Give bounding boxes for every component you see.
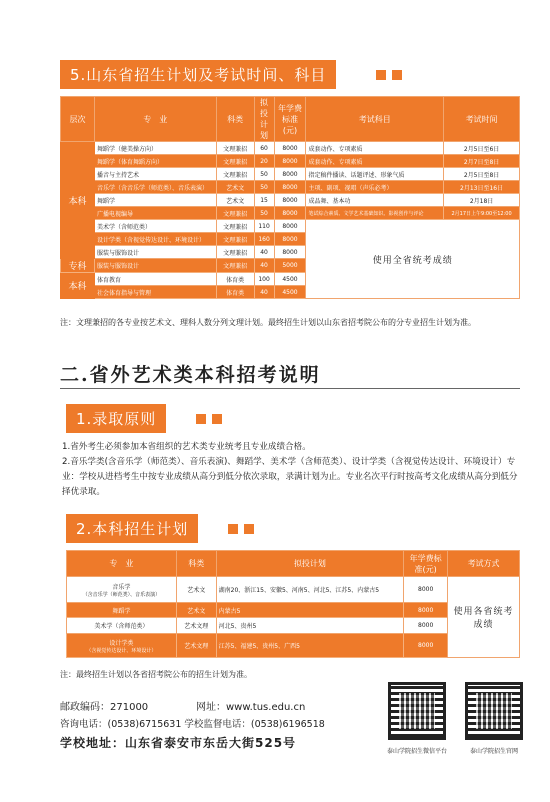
decor-square: [196, 414, 206, 424]
subject-cell: 笔试综合素质、文学艺术基础知识、影视创作与评论: [306, 207, 444, 220]
major-cell: 体育教育: [94, 273, 216, 286]
time-cell: 2月17日上午9:00至12:00: [444, 207, 520, 220]
out-of-province-plan-table: [66, 550, 520, 658]
section5-banner: [60, 60, 402, 89]
subject-cell: 指定稿件播读、话题评述、形象气质: [306, 168, 444, 181]
header-major: 专 业: [94, 97, 216, 142]
major-cell: 播音与主持艺术: [94, 168, 216, 181]
level-cell: 专科: [61, 259, 95, 273]
subject-cell: 成品舞、基本功: [306, 194, 444, 207]
fee-cell: 8000: [274, 142, 306, 155]
fee-cell: 8000: [274, 181, 306, 194]
fee-cell: 8000: [404, 618, 448, 634]
category-cell: 艺术文: [176, 603, 216, 618]
postcode: 邮政编码：271000: [60, 702, 149, 713]
major-cell: 设计学类（含视觉传达设计、环境设计）: [94, 233, 216, 246]
header-plan: 拟投计划: [254, 97, 274, 142]
major-name: 设计学类: [109, 639, 134, 647]
subject-cell: 成套动作、专项素质: [306, 155, 444, 168]
category-cell: 体育类: [216, 273, 254, 286]
category-cell: 艺术文: [216, 194, 254, 207]
header-plan: 拟投计划: [216, 551, 404, 577]
major-cell: 舞蹈学（健美操方向）: [94, 142, 216, 155]
major-sub: （含音乐学（师范类）、音乐表演）: [82, 591, 161, 598]
header-time: 考试时间: [444, 97, 520, 142]
plan-cell: 110: [254, 220, 274, 233]
category-cell: 文理兼招: [216, 142, 254, 155]
header-subject: 考试科目: [306, 97, 444, 142]
header-exam: 考试方式: [448, 551, 520, 577]
plan-cell: 50: [254, 207, 274, 220]
plan-cell: 160: [254, 233, 274, 246]
header-fee: 年学费标准(元): [274, 97, 306, 142]
major-cell: [67, 577, 177, 603]
header-fee: 年学费标准(元): [404, 551, 448, 577]
category-cell: 艺术文理: [176, 618, 216, 634]
admission-title: 1.录取原则: [66, 404, 166, 433]
plan-cell: 100: [254, 273, 274, 286]
fee-cell: 8000: [274, 155, 306, 168]
qr-code-wechat[interactable]: [388, 682, 446, 740]
plan-cell: 40: [254, 259, 274, 273]
major-cell: 舞蹈学: [67, 603, 177, 618]
admission-rule-2: 2.音乐学类(含音乐学（师范类）、音乐表演)、舞蹈学、美术学（含师范类）、设计学类（含视觉传达设计、环境设计）专业：学校从进档考生中按专业成绩从高分到低分依次录取，录满计划为止。专业名次平行时按高考文化成绩从高分到低分择优录取。: [62, 457, 518, 497]
fee-cell: 8000: [274, 168, 306, 181]
subject-cell: 成套动作、专项素质: [306, 142, 444, 155]
fee-cell: 8000: [274, 194, 306, 207]
shandong-plan-table: [60, 96, 520, 299]
fee-cell: 8000: [274, 246, 306, 259]
category-cell: 文理兼招: [216, 155, 254, 168]
header-category: 科类: [176, 551, 216, 577]
time-cell: 2月5日至8日: [444, 168, 520, 181]
decor-square: [228, 524, 238, 534]
category-cell: 文理兼招: [216, 233, 254, 246]
unified-exam-cell: 使用全省统考成绩: [306, 220, 520, 299]
category-cell: 艺术文: [176, 577, 216, 603]
major-cell: 服装与服饰设计: [94, 259, 216, 273]
fee-cell: 8000: [404, 603, 448, 618]
category-cell: 文理兼招: [216, 246, 254, 259]
fee-cell: 8000: [404, 577, 448, 603]
fee-cell: 8000: [274, 233, 306, 246]
fee-cell: 5000: [274, 259, 306, 273]
website[interactable]: 网址：www.tus.edu.cn: [196, 702, 306, 713]
plan-cell: 20: [254, 155, 274, 168]
plan-cell: 40: [254, 286, 274, 299]
subject-cell: 主项、副项、视唱（声乐必考）: [306, 181, 444, 194]
header-level: 层次: [61, 97, 95, 142]
plan-cell: 60: [254, 142, 274, 155]
decor-square: [212, 414, 222, 424]
category-cell: 体育类: [216, 286, 254, 299]
major-cell: 舞蹈学: [94, 194, 216, 207]
fee-cell: 8000: [404, 634, 448, 658]
major-sub: （含视觉传达设计、环境设计）: [86, 647, 157, 654]
admission-banner: [66, 404, 222, 433]
exam-method-cell: 使用各省统考成绩: [448, 577, 520, 658]
part2-title: 二.省外艺术类本科招考说明: [60, 364, 321, 386]
plan-cell: 15: [254, 194, 274, 207]
admission-rule-1: 1.省外考生必须参加本省组织的艺术类专业统考且专业成绩合格。: [62, 442, 311, 452]
time-cell: 2月18日: [444, 194, 520, 207]
plan-cell: 50: [254, 168, 274, 181]
plan-cell: 湖南20、浙江15、安徽5、河南5、河北5、江苏5、内蒙古5: [216, 577, 404, 603]
major-cell: 舞蹈学（体育舞蹈方向）: [94, 155, 216, 168]
fee-cell: 8000: [274, 207, 306, 220]
plan-cell: 河北5、贵州5: [216, 618, 404, 634]
level-cell: 本科: [61, 273, 95, 299]
plan-cell: 江苏5、福建5、贵州5、广西5: [216, 634, 404, 658]
category-cell: 艺术文理: [176, 634, 216, 658]
divider: [60, 388, 520, 389]
major-cell: 社会体育指导与管理: [94, 286, 216, 299]
qr-code-website[interactable]: [465, 682, 523, 740]
qr2-caption: 泰山学院招生官网: [469, 748, 518, 755]
category-cell: 文理兼招: [216, 259, 254, 273]
category-cell: 文理兼招: [216, 168, 254, 181]
category-cell: 艺术文: [216, 181, 254, 194]
fee-cell: 4500: [274, 286, 306, 299]
fee-cell: 8000: [274, 220, 306, 233]
table2-note: 注：最终招生计划以各省招考院公布的招生计划为准。: [60, 670, 252, 679]
plan-cell: 50: [254, 181, 274, 194]
major-cell: 美术学（含师范类）: [67, 618, 177, 634]
decor-square: [244, 524, 254, 534]
plan-cell: 40: [254, 246, 274, 259]
address: 学校地址：山东省泰安市东岳大街525号: [60, 736, 297, 750]
major-cell: [67, 634, 177, 658]
decor-square: [392, 70, 402, 80]
major-cell: 音乐学（含音乐学（师范类）、音乐表演）: [94, 181, 216, 194]
decor-square: [376, 70, 386, 80]
section5-title: 5.山东省招生计划及考试时间、科目: [60, 60, 336, 89]
time-cell: 2月7日至8日: [444, 155, 520, 168]
phone: 咨询电话：(0538)6715631 学校监督电话：(0538)6196518: [60, 719, 325, 730]
header-major: 专 业: [67, 551, 177, 577]
time-cell: 2月13日至16日: [444, 181, 520, 194]
fee-cell: 4500: [274, 273, 306, 286]
plan-banner: [66, 514, 254, 543]
table1-note: 注：文理兼招的各专业按艺术文、理科人数分列文理计划。最终招生计划以山东省招考院公布的分专业招生计划为准。: [60, 318, 476, 327]
level-cell: 本科: [61, 142, 95, 259]
qr1-caption: 泰山学院招生微信平台: [386, 748, 447, 755]
plan-title: 2.本科招生计划: [66, 514, 198, 543]
major-cell: 广播电视编导: [94, 207, 216, 220]
category-cell: 文理兼招: [216, 207, 254, 220]
major-name: 音乐学: [112, 583, 131, 591]
time-cell: 2月5日至6日: [444, 142, 520, 155]
major-cell: 服装与服饰设计: [94, 246, 216, 259]
major-cell: 美术学（含师范类）: [94, 220, 216, 233]
header-category: 科类: [216, 97, 254, 142]
plan-cell: 内蒙古5: [216, 603, 404, 618]
category-cell: 文理兼招: [216, 220, 254, 233]
